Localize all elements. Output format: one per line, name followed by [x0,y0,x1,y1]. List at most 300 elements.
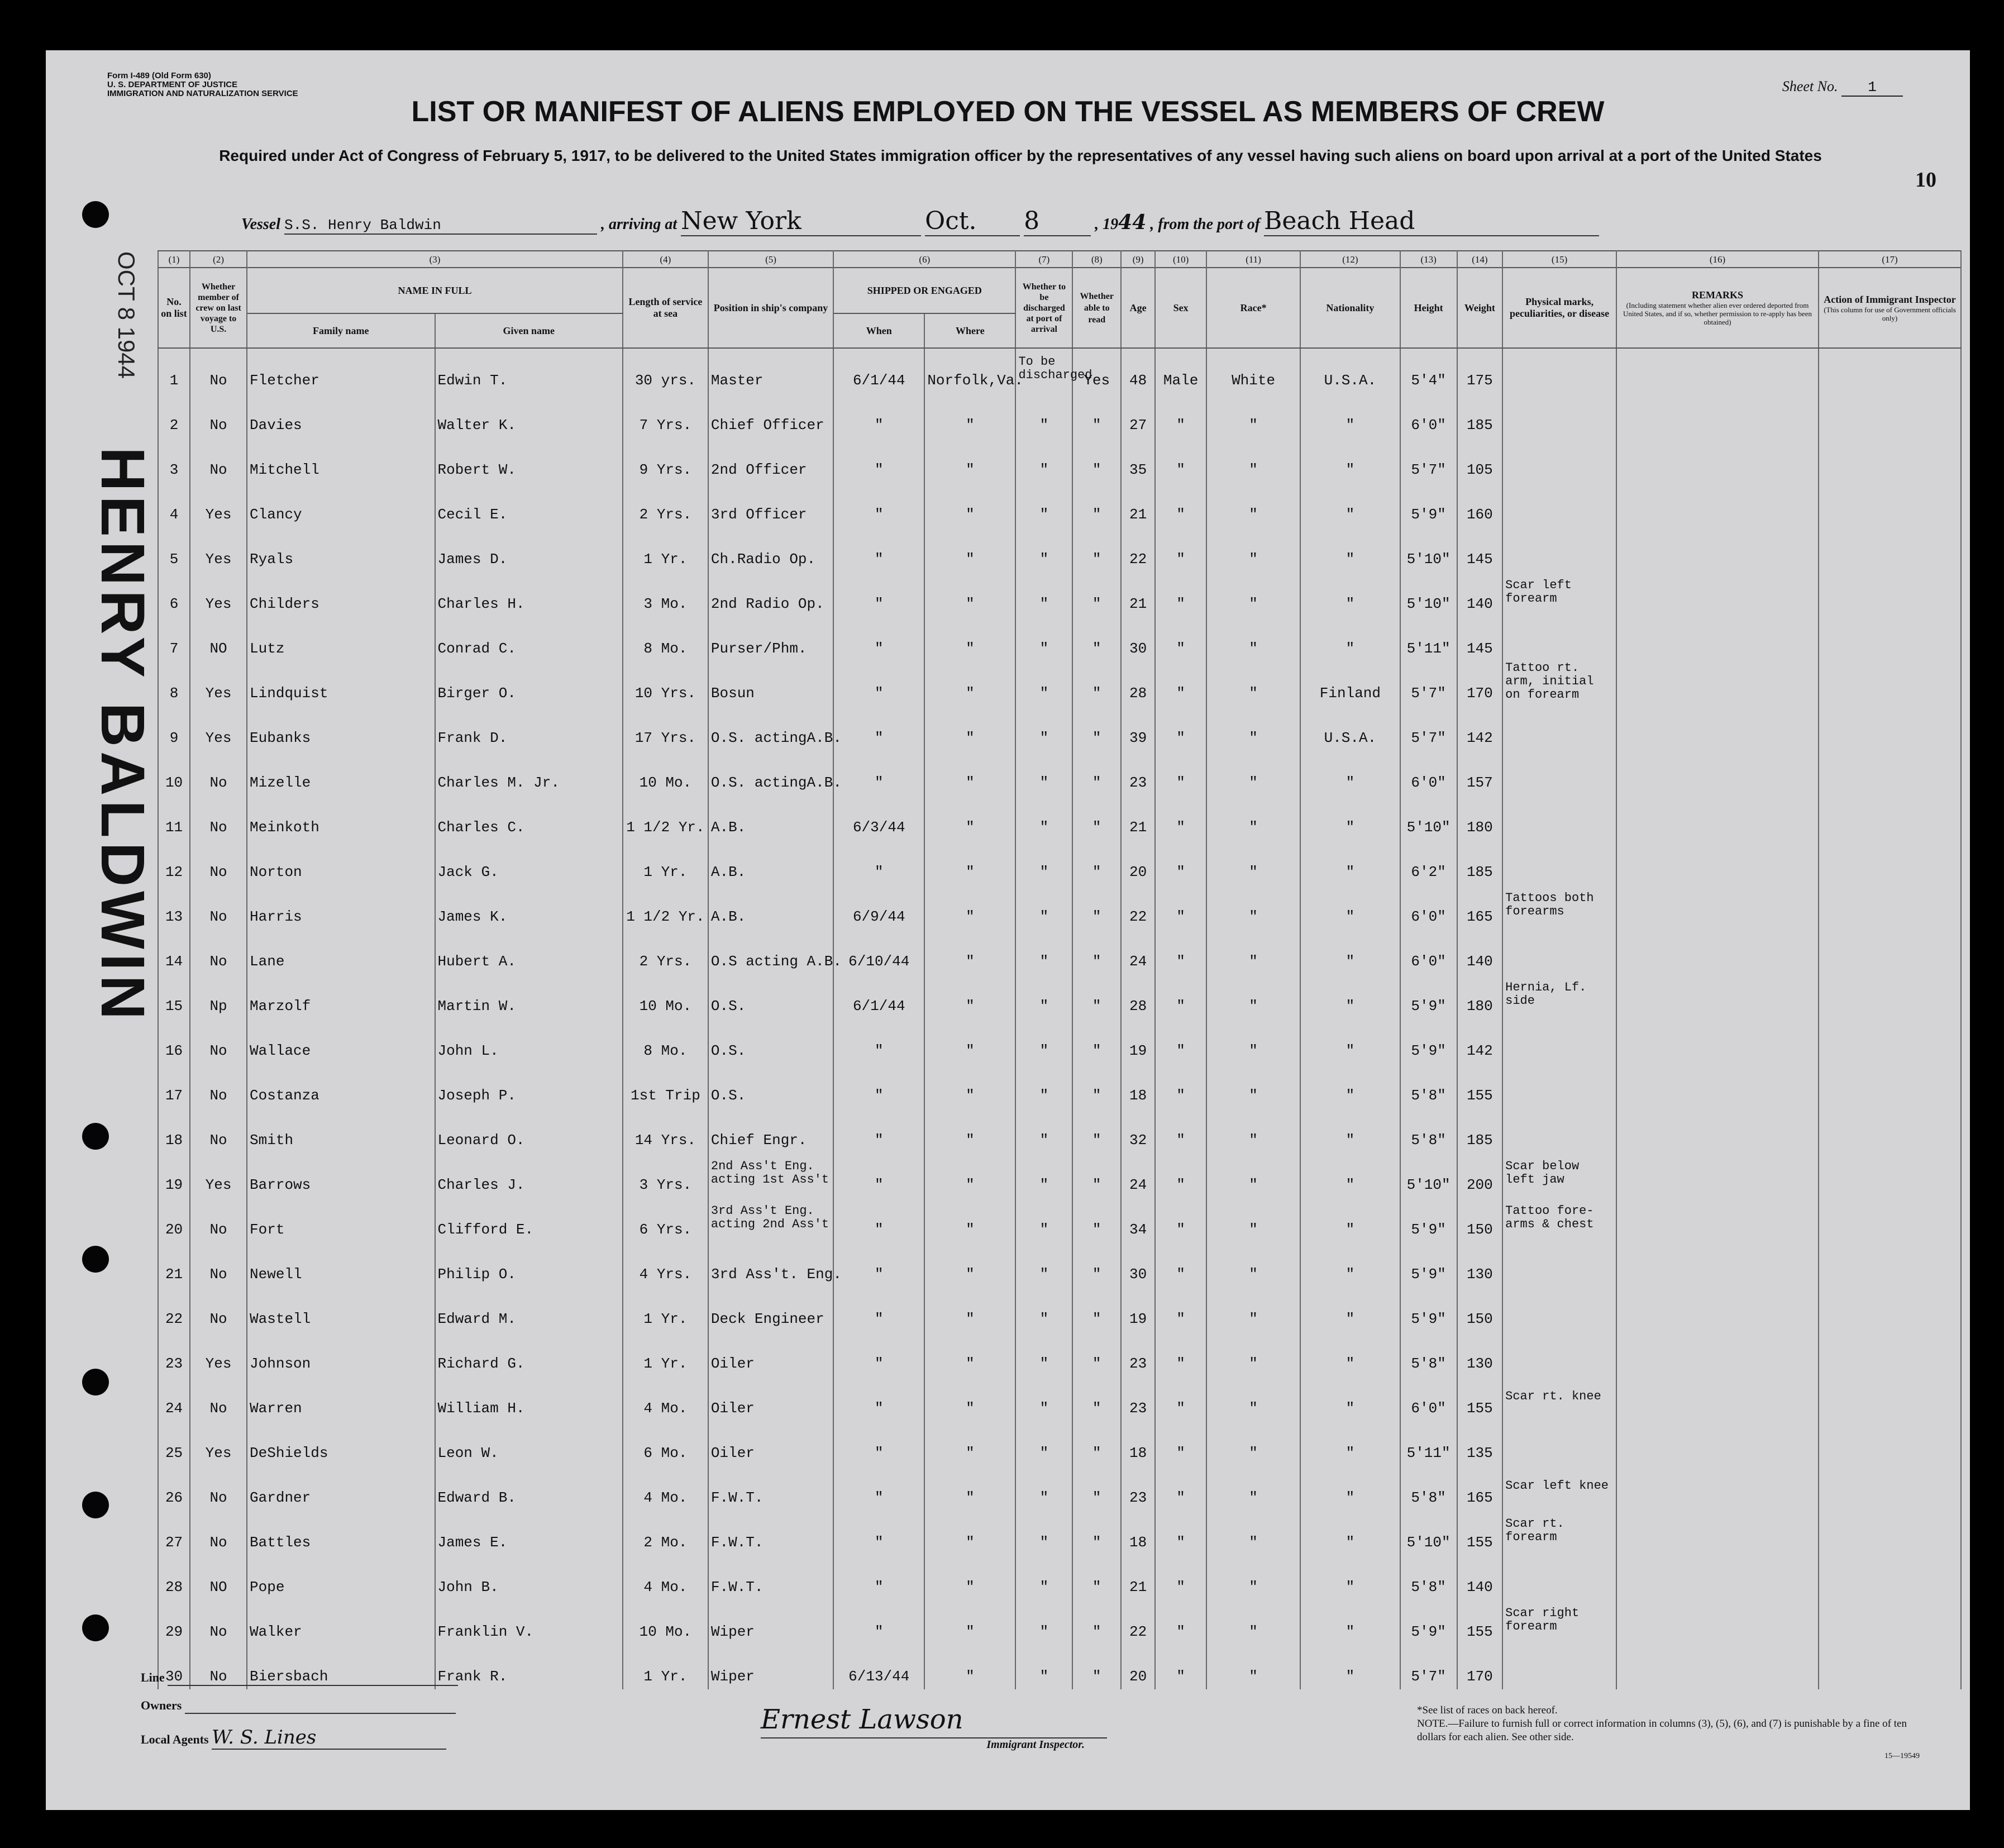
row-physical-marks [1502,1645,1616,1689]
row-race: " [1206,438,1300,483]
vessel-label: Vessel [241,216,280,233]
row-given-name: John B. [435,1555,623,1600]
row-given-name: William H. [435,1377,623,1421]
row-shipped-when: " [833,483,924,527]
row-race: " [1206,1555,1300,1600]
row-given-name: Cecil E. [435,483,623,527]
table-row [158,706,1961,751]
row-member-us: Yes [190,527,247,572]
row-number: 5 [158,527,190,572]
row-height: 6'0" [1400,751,1457,796]
row-remarks [1616,1421,1819,1466]
row-sex: " [1155,1287,1206,1332]
row-family-name: Mitchell [247,438,435,483]
row-physical-marks [1502,1555,1616,1600]
row-length-service: 17 Yrs. [623,706,708,751]
row-weight: 160 [1457,483,1503,527]
row-discharged: " [1015,572,1072,617]
vessel-name: S.S. Henry Baldwin [284,217,597,235]
stamp-vessel: HENRY BALDWIN [88,447,157,1024]
row-position: O.S. [708,1064,833,1108]
row-shipped-when: " [833,438,924,483]
row-physical-marks: Tattoo rt. arm, initial on forearm [1502,661,1616,706]
header-remarks [1616,268,1819,348]
row-sex: " [1155,661,1206,706]
row-given-name: James D. [435,527,623,572]
row-given-name: Clifford E. [435,1198,623,1242]
row-shipped-where: " [924,617,1015,661]
row-able-read: " [1072,1377,1121,1421]
col-num: (14) [1457,251,1503,268]
row-family-name: Ryals [247,527,435,572]
row-shipped-where: " [924,1555,1015,1600]
form-service-line: IMMIGRATION AND NATURALIZATION SERVICE [107,89,298,98]
row-shipped-where: " [924,974,1015,1019]
row-race: White [1206,348,1300,393]
row-position: 3rd Ass't. Eng. [708,1242,833,1287]
row-nationality: " [1300,1019,1400,1064]
row-position: O.S. [708,974,833,1019]
header-action-title: Action of Immigrant Inspector [1824,293,1956,305]
row-given-name: Robert W. [435,438,623,483]
row-able-read: " [1072,1064,1121,1108]
row-family-name: Lindquist [247,661,435,706]
row-length-service: 1 Yr. [623,840,708,885]
row-nationality: " [1300,751,1400,796]
owners-label: Owners [141,1698,182,1712]
row-member-us: No [190,348,247,393]
row-given-name: Martin W. [435,974,623,1019]
row-shipped-when: " [833,1153,924,1198]
header-length-service: Length of service at sea [623,268,708,348]
row-sex: Male [1155,348,1206,393]
row-physical-marks [1502,751,1616,796]
row-remarks [1616,1511,1819,1555]
row-weight: 165 [1457,885,1503,930]
row-length-service: 14 Yrs. [623,1108,708,1153]
row-number: 26 [158,1466,190,1511]
row-family-name: Johnson [247,1332,435,1377]
row-race: " [1206,1198,1300,1242]
row-number: 21 [158,1242,190,1287]
row-height: 5'8" [1400,1555,1457,1600]
row-able-read: " [1072,1600,1121,1645]
row-height: 5'11" [1400,617,1457,661]
crew-table [158,250,1962,1689]
row-physical-marks [1502,796,1616,840]
row-weight: 135 [1457,1421,1503,1466]
row-number: 6 [158,572,190,617]
row-number: 7 [158,617,190,661]
row-nationality: " [1300,1064,1400,1108]
row-family-name: Eubanks [247,706,435,751]
row-shipped-where: " [924,796,1015,840]
row-remarks [1616,1332,1819,1377]
row-race: " [1206,1287,1300,1332]
row-action [1819,1019,1961,1064]
row-height: 5'8" [1400,1064,1457,1108]
row-discharged: " [1015,796,1072,840]
row-race: " [1206,840,1300,885]
row-able-read: " [1072,572,1121,617]
row-age: 21 [1121,572,1155,617]
row-given-name: Birger O. [435,661,623,706]
row-action [1819,1332,1961,1377]
row-member-us: Np [190,974,247,1019]
row-physical-marks [1502,617,1616,661]
row-nationality: " [1300,840,1400,885]
row-shipped-when: " [833,1064,924,1108]
row-shipped-when: 6/1/44 [833,348,924,393]
row-age: 21 [1121,796,1155,840]
row-race: " [1206,706,1300,751]
row-race: " [1206,527,1300,572]
row-shipped-where: " [924,1466,1015,1511]
row-weight: 180 [1457,974,1503,1019]
arriving-port: New York [681,207,921,236]
row-position: F.W.T. [708,1466,833,1511]
row-height: 6'0" [1400,1377,1457,1421]
row-height: 5'9" [1400,1600,1457,1645]
row-position: Deck Engineer [708,1287,833,1332]
row-physical-marks [1502,483,1616,527]
row-length-service: 3 Mo. [623,572,708,617]
header-weight: Weight [1457,268,1503,348]
row-number: 16 [158,1019,190,1064]
row-family-name: Lutz [247,617,435,661]
row-shipped-where: " [924,706,1015,751]
row-position: Bosun [708,661,833,706]
row-physical-marks: Scar rt. knee [1502,1377,1616,1421]
row-physical-marks [1502,527,1616,572]
row-length-service: 4 Mo. [623,1377,708,1421]
row-member-us: Yes [190,572,247,617]
row-age: 28 [1121,974,1155,1019]
row-height: 5'9" [1400,1019,1457,1064]
row-race: " [1206,1511,1300,1555]
row-sex: " [1155,1600,1206,1645]
header-action-note: (This column for use of Government officials only) [1824,305,1956,322]
row-member-us: No [190,1600,247,1645]
header-member-us: Whether member of crew on last voyage to U.S. [190,268,247,348]
row-shipped-where: " [924,840,1015,885]
row-nationality: " [1300,974,1400,1019]
table-row [158,1421,1961,1466]
row-number: 18 [158,1108,190,1153]
row-remarks [1616,706,1819,751]
table-row [158,1287,1961,1332]
row-discharged: " [1015,1421,1072,1466]
row-family-name: Harris [247,885,435,930]
row-able-read: " [1072,1421,1121,1466]
row-sex: " [1155,1466,1206,1511]
table-row [158,1198,1961,1242]
header-race: Race* [1206,268,1300,348]
row-member-us: Yes [190,483,247,527]
row-shipped-where: " [924,885,1015,930]
row-physical-marks: Tattoos both forearms [1502,885,1616,930]
row-nationality: " [1300,527,1400,572]
row-action [1819,1421,1961,1466]
row-shipped-when: " [833,1600,924,1645]
row-height: 5'7" [1400,661,1457,706]
row-shipped-where: " [924,572,1015,617]
row-able-read: Yes [1072,348,1121,393]
form-number [107,72,298,98]
row-action [1819,706,1961,751]
table-row [158,1153,1961,1198]
row-sex: " [1155,1064,1206,1108]
inspector-label: Immigrant Inspector. [986,1739,1085,1751]
row-discharged: " [1015,617,1072,661]
row-weight: 155 [1457,1600,1503,1645]
row-given-name: Charles C. [435,796,623,840]
row-race: " [1206,1153,1300,1198]
header-name-in-full: NAME IN FULL [247,268,623,313]
row-able-read: " [1072,751,1121,796]
row-race: " [1206,661,1300,706]
row-height: 5'9" [1400,1242,1457,1287]
row-weight: 185 [1457,393,1503,438]
row-age: 18 [1121,1421,1155,1466]
row-length-service: 7 Yrs. [623,393,708,438]
row-physical-marks [1502,1332,1616,1377]
row-able-read: " [1072,438,1121,483]
row-length-service: 10 Mo. [623,974,708,1019]
row-weight: 175 [1457,348,1503,393]
row-height: 5'10" [1400,572,1457,617]
table-row [158,751,1961,796]
row-sex: " [1155,393,1206,438]
row-remarks [1616,483,1819,527]
row-discharged: " [1015,661,1072,706]
row-shipped-when: " [833,706,924,751]
row-action [1819,1555,1961,1600]
row-member-us: No [190,393,247,438]
row-discharged: " [1015,438,1072,483]
row-length-service: 1 1/2 Yr. [623,885,708,930]
row-able-read: " [1072,840,1121,885]
row-weight: 140 [1457,572,1503,617]
row-length-service: 9 Yrs. [623,438,708,483]
row-position: Purser/Phm. [708,617,833,661]
row-discharged: " [1015,930,1072,974]
row-shipped-where: " [924,1019,1015,1064]
row-able-read: " [1072,706,1121,751]
row-able-read: " [1072,617,1121,661]
row-remarks [1616,1019,1819,1064]
year-prefix: , 19 [1095,216,1119,233]
header-where: Where [924,313,1015,348]
row-member-us: No [190,1108,247,1153]
row-nationality: " [1300,1287,1400,1332]
row-nationality: " [1300,1332,1400,1377]
row-position: Wiper [708,1600,833,1645]
row-shipped-where: " [924,527,1015,572]
row-discharged: " [1015,1153,1072,1198]
row-length-service: 4 Yrs. [623,1242,708,1287]
row-remarks [1616,1064,1819,1108]
row-sex: " [1155,885,1206,930]
row-family-name: Lane [247,930,435,974]
binder-hole [82,1614,109,1641]
row-remarks [1616,438,1819,483]
from-port: Beach Head [1264,207,1599,236]
row-shipped-where: " [924,1332,1015,1377]
row-age: 24 [1121,930,1155,974]
line-field [141,1670,458,1686]
row-sex: " [1155,840,1206,885]
table-row [158,1332,1961,1377]
row-physical-marks: Hernia, Lf. side [1502,974,1616,1019]
row-sex: " [1155,1242,1206,1287]
row-discharged: " [1015,1108,1072,1153]
row-discharged: " [1015,483,1072,527]
row-shipped-where: " [924,393,1015,438]
row-age: 18 [1121,1511,1155,1555]
row-age: 22 [1121,885,1155,930]
table-row [158,1555,1961,1600]
row-weight: 130 [1457,1242,1503,1287]
row-position: F.W.T. [708,1555,833,1600]
row-race: " [1206,1064,1300,1108]
row-sex: " [1155,572,1206,617]
row-race: " [1206,572,1300,617]
row-weight: 105 [1457,438,1503,483]
row-sex: " [1155,1511,1206,1555]
table-row [158,527,1961,572]
row-able-read: " [1072,1511,1121,1555]
row-sex: " [1155,1555,1206,1600]
row-shipped-where: " [924,1511,1015,1555]
row-remarks [1616,1108,1819,1153]
row-sex: " [1155,1108,1206,1153]
row-length-service: 3 Yrs. [623,1153,708,1198]
row-physical-marks [1502,1287,1616,1332]
row-remarks [1616,1645,1819,1689]
row-shipped-when: " [833,1421,924,1466]
row-length-service: 6 Mo. [623,1421,708,1466]
row-nationality: " [1300,796,1400,840]
row-nationality: " [1300,617,1400,661]
sheet-number-value: 1 [1841,79,1903,97]
row-action [1819,393,1961,438]
row-family-name: Fort [247,1198,435,1242]
row-physical-marks [1502,1108,1616,1153]
row-physical-marks [1502,930,1616,974]
col-num: (6) [833,251,1015,268]
row-family-name: Biersbach [247,1645,435,1689]
row-action [1819,348,1961,393]
row-race: " [1206,974,1300,1019]
row-nationality: " [1300,885,1400,930]
row-age: 32 [1121,1108,1155,1153]
row-remarks [1616,796,1819,840]
table-row [158,1064,1961,1108]
row-family-name: Walker [247,1600,435,1645]
row-action [1819,1153,1961,1198]
col-num: (1) [158,251,190,268]
row-action [1819,1108,1961,1153]
row-remarks [1616,1377,1819,1421]
row-remarks [1616,1555,1819,1600]
row-given-name: Richard G. [435,1332,623,1377]
row-sex: " [1155,1332,1206,1377]
row-sex: " [1155,527,1206,572]
row-able-read: " [1072,1466,1121,1511]
row-position: Oiler [708,1377,833,1421]
row-remarks [1616,1287,1819,1332]
row-length-service: 2 Mo. [623,1511,708,1555]
row-height: 5'11" [1400,1421,1457,1466]
row-shipped-where: Norfolk,Va. [924,348,1015,393]
col-num: (5) [708,251,833,268]
row-length-service: 10 Yrs. [623,661,708,706]
col-num: (8) [1072,251,1121,268]
row-shipped-where: " [924,1242,1015,1287]
row-given-name: Walter K. [435,393,623,438]
row-sex: " [1155,1645,1206,1689]
row-sex: " [1155,1377,1206,1421]
row-discharged: " [1015,1332,1072,1377]
row-action [1819,885,1961,930]
row-shipped-when: " [833,1019,924,1064]
binder-hole [82,1246,109,1273]
table-row [158,840,1961,885]
row-family-name: Costanza [247,1064,435,1108]
row-given-name: Hubert A. [435,930,623,974]
row-position: O.S. actingA.B. [708,751,833,796]
header-remarks-title: REMARKS [1692,289,1744,301]
print-code: 15—19549 [1884,1752,1920,1760]
row-physical-marks [1502,840,1616,885]
row-shipped-when: " [833,1242,924,1287]
row-nationality: " [1300,1555,1400,1600]
table-row [158,1242,1961,1287]
row-age: 23 [1121,1466,1155,1511]
row-length-service: 1 Yr. [623,527,708,572]
row-weight: 185 [1457,840,1503,885]
row-member-us: No [190,930,247,974]
row-able-read: " [1072,1108,1121,1153]
row-nationality: " [1300,572,1400,617]
row-discharged: " [1015,974,1072,1019]
row-shipped-where: " [924,1287,1015,1332]
row-member-us: No [190,1645,247,1689]
row-remarks [1616,393,1819,438]
row-discharged: " [1015,1555,1072,1600]
table-row [158,1466,1961,1511]
row-remarks [1616,1198,1819,1242]
row-age: 18 [1121,1064,1155,1108]
inspector-signature: Ernest Lawson [761,1704,1107,1739]
row-number: 20 [158,1198,190,1242]
row-age: 39 [1121,706,1155,751]
table-row [158,348,1961,393]
footnote [1417,1704,1920,1763]
row-number: 12 [158,840,190,885]
row-given-name: Edward M. [435,1287,623,1332]
row-shipped-when: " [833,1287,924,1332]
row-member-us: No [190,1198,247,1242]
row-given-name: Franklin V. [435,1600,623,1645]
row-number: 15 [158,974,190,1019]
row-member-us: No [190,1242,247,1287]
row-height: 5'7" [1400,438,1457,483]
row-shipped-when: 6/13/44 [833,1645,924,1689]
row-discharged: " [1015,1242,1072,1287]
row-member-us: No [190,1019,247,1064]
